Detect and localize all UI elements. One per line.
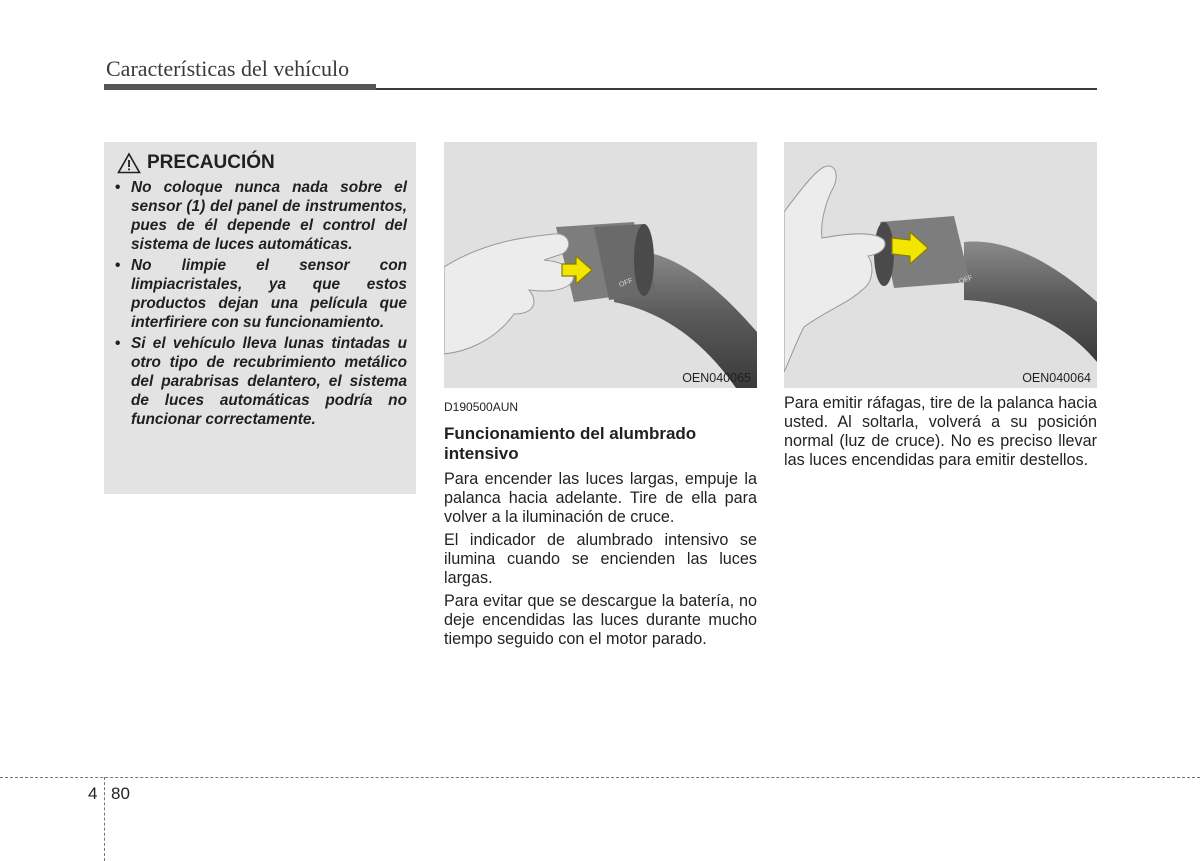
caution-item: • No coloque nunca nada sobre el sensor (1) del panel de instrumentos, pues de él depende el control del sistema de luces automáticas.	[115, 179, 407, 253]
section-high-beam	[444, 398, 757, 653]
warning-triangle-icon	[117, 152, 141, 174]
footer-margin-rule	[104, 777, 105, 861]
header-rule-accent	[104, 84, 376, 90]
figure-pull-lever	[784, 142, 1097, 388]
paragraph: Para emitir ráfagas, tire de la palanca hacia usted. Al soltarla, volverá a su posición normal (luz de cruce). No es preciso llevar las luces encendidas para emitir destellos.	[784, 394, 1097, 469]
lever-off-label: OFF	[958, 274, 974, 286]
paragraph: Para evitar que se descargue la batería, no deje encendidas las luces durante mucho tiempo seguido con el motor parado.	[444, 592, 757, 648]
caution-box	[104, 142, 416, 494]
caution-list	[115, 178, 407, 429]
caution-item: • No limpie el sensor con limpiacristales, ya que estos productos dejan una película que interfiriere con su funcionamiento.	[115, 257, 407, 331]
lever-off-label: OFF	[618, 277, 634, 289]
section-flash	[784, 394, 1097, 474]
caution-item: • Si el vehículo lleva lunas tintadas u otro tipo de recubrimiento metálico del parabrisas delantero, el sistema de luces automáticas podría no funcionar correctamente.	[115, 335, 407, 428]
caution-header	[117, 152, 407, 174]
header-title: Características del vehículo	[106, 56, 350, 81]
figure-push-lever	[444, 142, 757, 388]
section-code: D190500AUN	[444, 400, 519, 414]
lever-push-illustration	[444, 142, 757, 388]
figure-code: OEN040065	[682, 371, 751, 385]
caution-title: PRECAUCIÓN	[147, 152, 275, 173]
chapter-number: 4	[88, 784, 98, 803]
paragraph: Para encender las luces largas, empuje la palanca hacia adelante. Tire de ella para volver a la iluminación de cruce.	[444, 470, 757, 526]
lever-pull-illustration	[784, 142, 1097, 388]
page-number: 80	[111, 784, 130, 803]
figure-code: OEN040064	[1022, 371, 1091, 385]
section-heading: Funcionamiento del alumbrado intensivo	[444, 424, 697, 463]
paragraph: El indicador de alumbrado intensivo se ilumina cuando se encienden las luces largas.	[444, 531, 757, 587]
footer-rule	[0, 777, 1200, 778]
